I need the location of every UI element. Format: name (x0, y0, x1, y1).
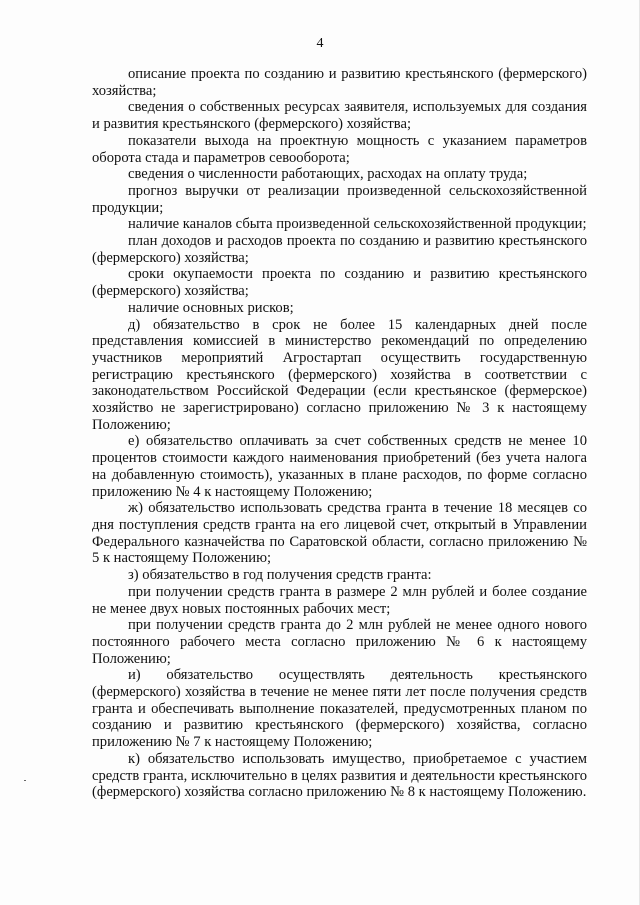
paragraph: описание проекта по созданию и развитию крестьянского (фермерского) хозяйства; (92, 66, 587, 99)
paragraph: наличие каналов сбыта произведенной сельскохозяйственной продукции; (128, 216, 587, 233)
paragraph: при получении средств гранта в размере 2 млн рублей и более создание не менее двух новых постоянных рабочих мест; (92, 583, 587, 617)
paragraph: при получении средств гранта до 2 млн рублей не менее одного нового постоянного рабочего места согласно приложению № 6 к настоящему Положению; (92, 617, 587, 667)
paragraph: прогноз выручки от реализации произведенной сельскохозяйственной продукции; (92, 182, 587, 216)
paragraph: наличие основных рисков; (128, 299, 294, 316)
scan-artifact (24, 780, 26, 781)
paragraph: показатели выхода на проектную мощность с указанием параметров оборота стада и параметров севооборота; (92, 132, 587, 166)
paragraph-item-d: д) обязательство в срок не более 15 календарных дней после представления комиссией в министерство рекомендаций по определению участников мероприятий Агростартап осуществить государственную регистрацию крестьянского (фермерского) хозяйства в соответствии с законодательством Российской Федерации (если крестьянское (фермерское) хозяйство не зарегистрировано) согласно приложению № 3 к настоящему Положению; (92, 316, 587, 433)
paragraph: сведения о численности работающих, расходах на оплату труда; (128, 166, 528, 183)
paragraph: план доходов и расходов проекта по созданию и развитию крестьянского (фермерского) хозяйства; (92, 233, 587, 266)
paragraph: сведения о собственных ресурсах заявителя, используемых для создания и развития крестьянского (фермерского) хозяйства; (92, 99, 587, 133)
paragraph-item-k: к) обязательство использовать имущество, приобретаемое с участием средств гранта, исключительно в целях развития и деятельности крестьянского (фермерского) хозяйства согласно приложению № 8 к настоящему Положению. (92, 750, 587, 801)
paragraph: сроки окупаемости проекта по созданию и развитию крестьянского (фермерского) хозяйства; (92, 266, 587, 300)
paragraph-item-e: е) обязательство оплачивать за счет собственных средств не менее 10 процентов стоимости каждого наименования приобретений (без учета налога на добавленную стоимость), указанных в плане расходов, по форме согласно приложению № 4 к настоящему Положению; (92, 433, 587, 500)
paragraph-item-i: и) обязательство осуществлять деятельность крестьянского (фермерского) хозяйства в течение не менее пяти лет после получения средств гранта и обеспечивать выполнение показателей, предусмотренных планом по созданию и развитию крестьянского (фермерского) хозяйства, согласно приложению № 7 к настоящему Положению; (92, 667, 587, 751)
paragraph-item-z: з) обязательство в год получения средств гранта: (128, 567, 432, 584)
paragraph-item-zh: ж) обязательство использовать средства гранта в течение 18 месяцев со дня поступления средств гранта на его лицевой счет, открытый в Управлении Федерального казначейства по Саратовской области, согласно приложению № 5 к настоящему Положению; (92, 500, 587, 567)
document-body (92, 66, 587, 801)
page-number: 4 (316, 36, 324, 51)
